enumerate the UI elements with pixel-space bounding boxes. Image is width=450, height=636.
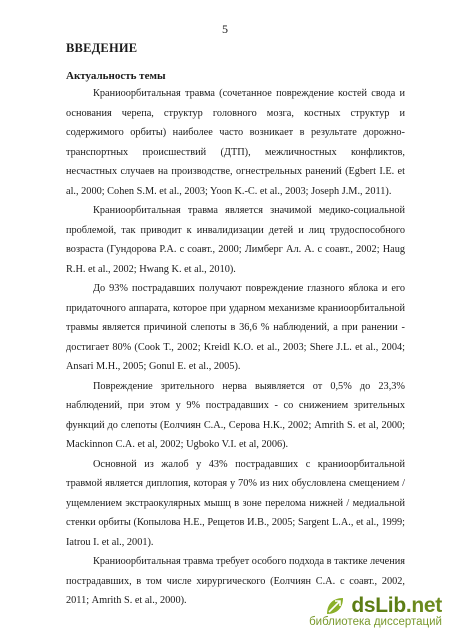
paragraph: Краниоорбитальная травма является значимой медико-социальной проблемой, так приводит к инвалидизации детей и лиц трудоспособного возраста (Гундорова Р.А. с соавт., 2000; Лимберг Ал. А. с соавт., 2002; Haug R.H. et al., 2002; Hwang K. et al., 2010). [66,205,405,275]
section-heading: ВВЕДЕНИЕ [66,41,138,55]
watermark-subtitle: библиотека диссертаций [309,616,442,628]
leaf-arrow-icon [323,594,347,618]
paragraph: Краниоорбитальная травма требует особого подхода в тактике лечения пострадавших, в том числе хирургического (Еолчиян С.А. с соавт., 2002, 2011; Amrith S. et al., 2000). [66,556,405,606]
paragraph: Краниоорбитальная травма (сочетанное повреждение костей свода и основания черепа, структур головного мозга, костных структур и содержимого орбиты) наиболее часто возникает в результате дорожно-транспортных происшествий (ДТП), межличностных конфликтов, несчастных случаев на производстве, огнестрельных ранений (Egbert I.E. et al., 2000; Cohen S.M. et al., 2003; Yoon K.-C. et al., 2003; Joseph J.M., 2011). [66,88,405,197]
paragraph: До 93% пострадавших получают повреждение глазного яблока и его придаточного аппарата, которое при ударном механизме краниоорбитальной травмы является причиной слепоты в 36,6 % наблюдений, а при ранении - достигает 80% (Cook T., 2002; Kreidl K.O. et al., 2003; Shere J.L. et al., 2004; Ansari M.H., 2005; Gonul E. et al., 2005). [66,283,405,372]
subsection-heading: Актуальность темы [66,70,166,82]
watermark-brand: dsLib.net [351,594,442,617]
body-text [66,84,405,611]
paragraph: Повреждение зрительного нерва выявляется от 0,5% до 23,3% наблюдений, при этом у 9% пострадавших - со снижением зрительных функций до слепоты (Еолчиян С.А., Серова Н.К., 2002; Amrith S. et al, 2000; Mackinnon C.A. et al, 2002; Ugboko V.I. et al, 2006). [66,380,405,450]
watermark [309,594,442,628]
page-number: 5 [222,22,228,36]
paragraph: Основной из жалоб у 43% пострадавших с краниоорбитальной травмой является диплопия, которая у 70% из них обусловлена смещением / ущемлением экстраокулярных мышц в зоне перелома нижней / медиальной стенки орбиты (Копылова Н.Е., Рещетов И.В., 2005; Sargent L.A., et al., 1999; Iatrou I. et al., 2001). [66,458,405,548]
